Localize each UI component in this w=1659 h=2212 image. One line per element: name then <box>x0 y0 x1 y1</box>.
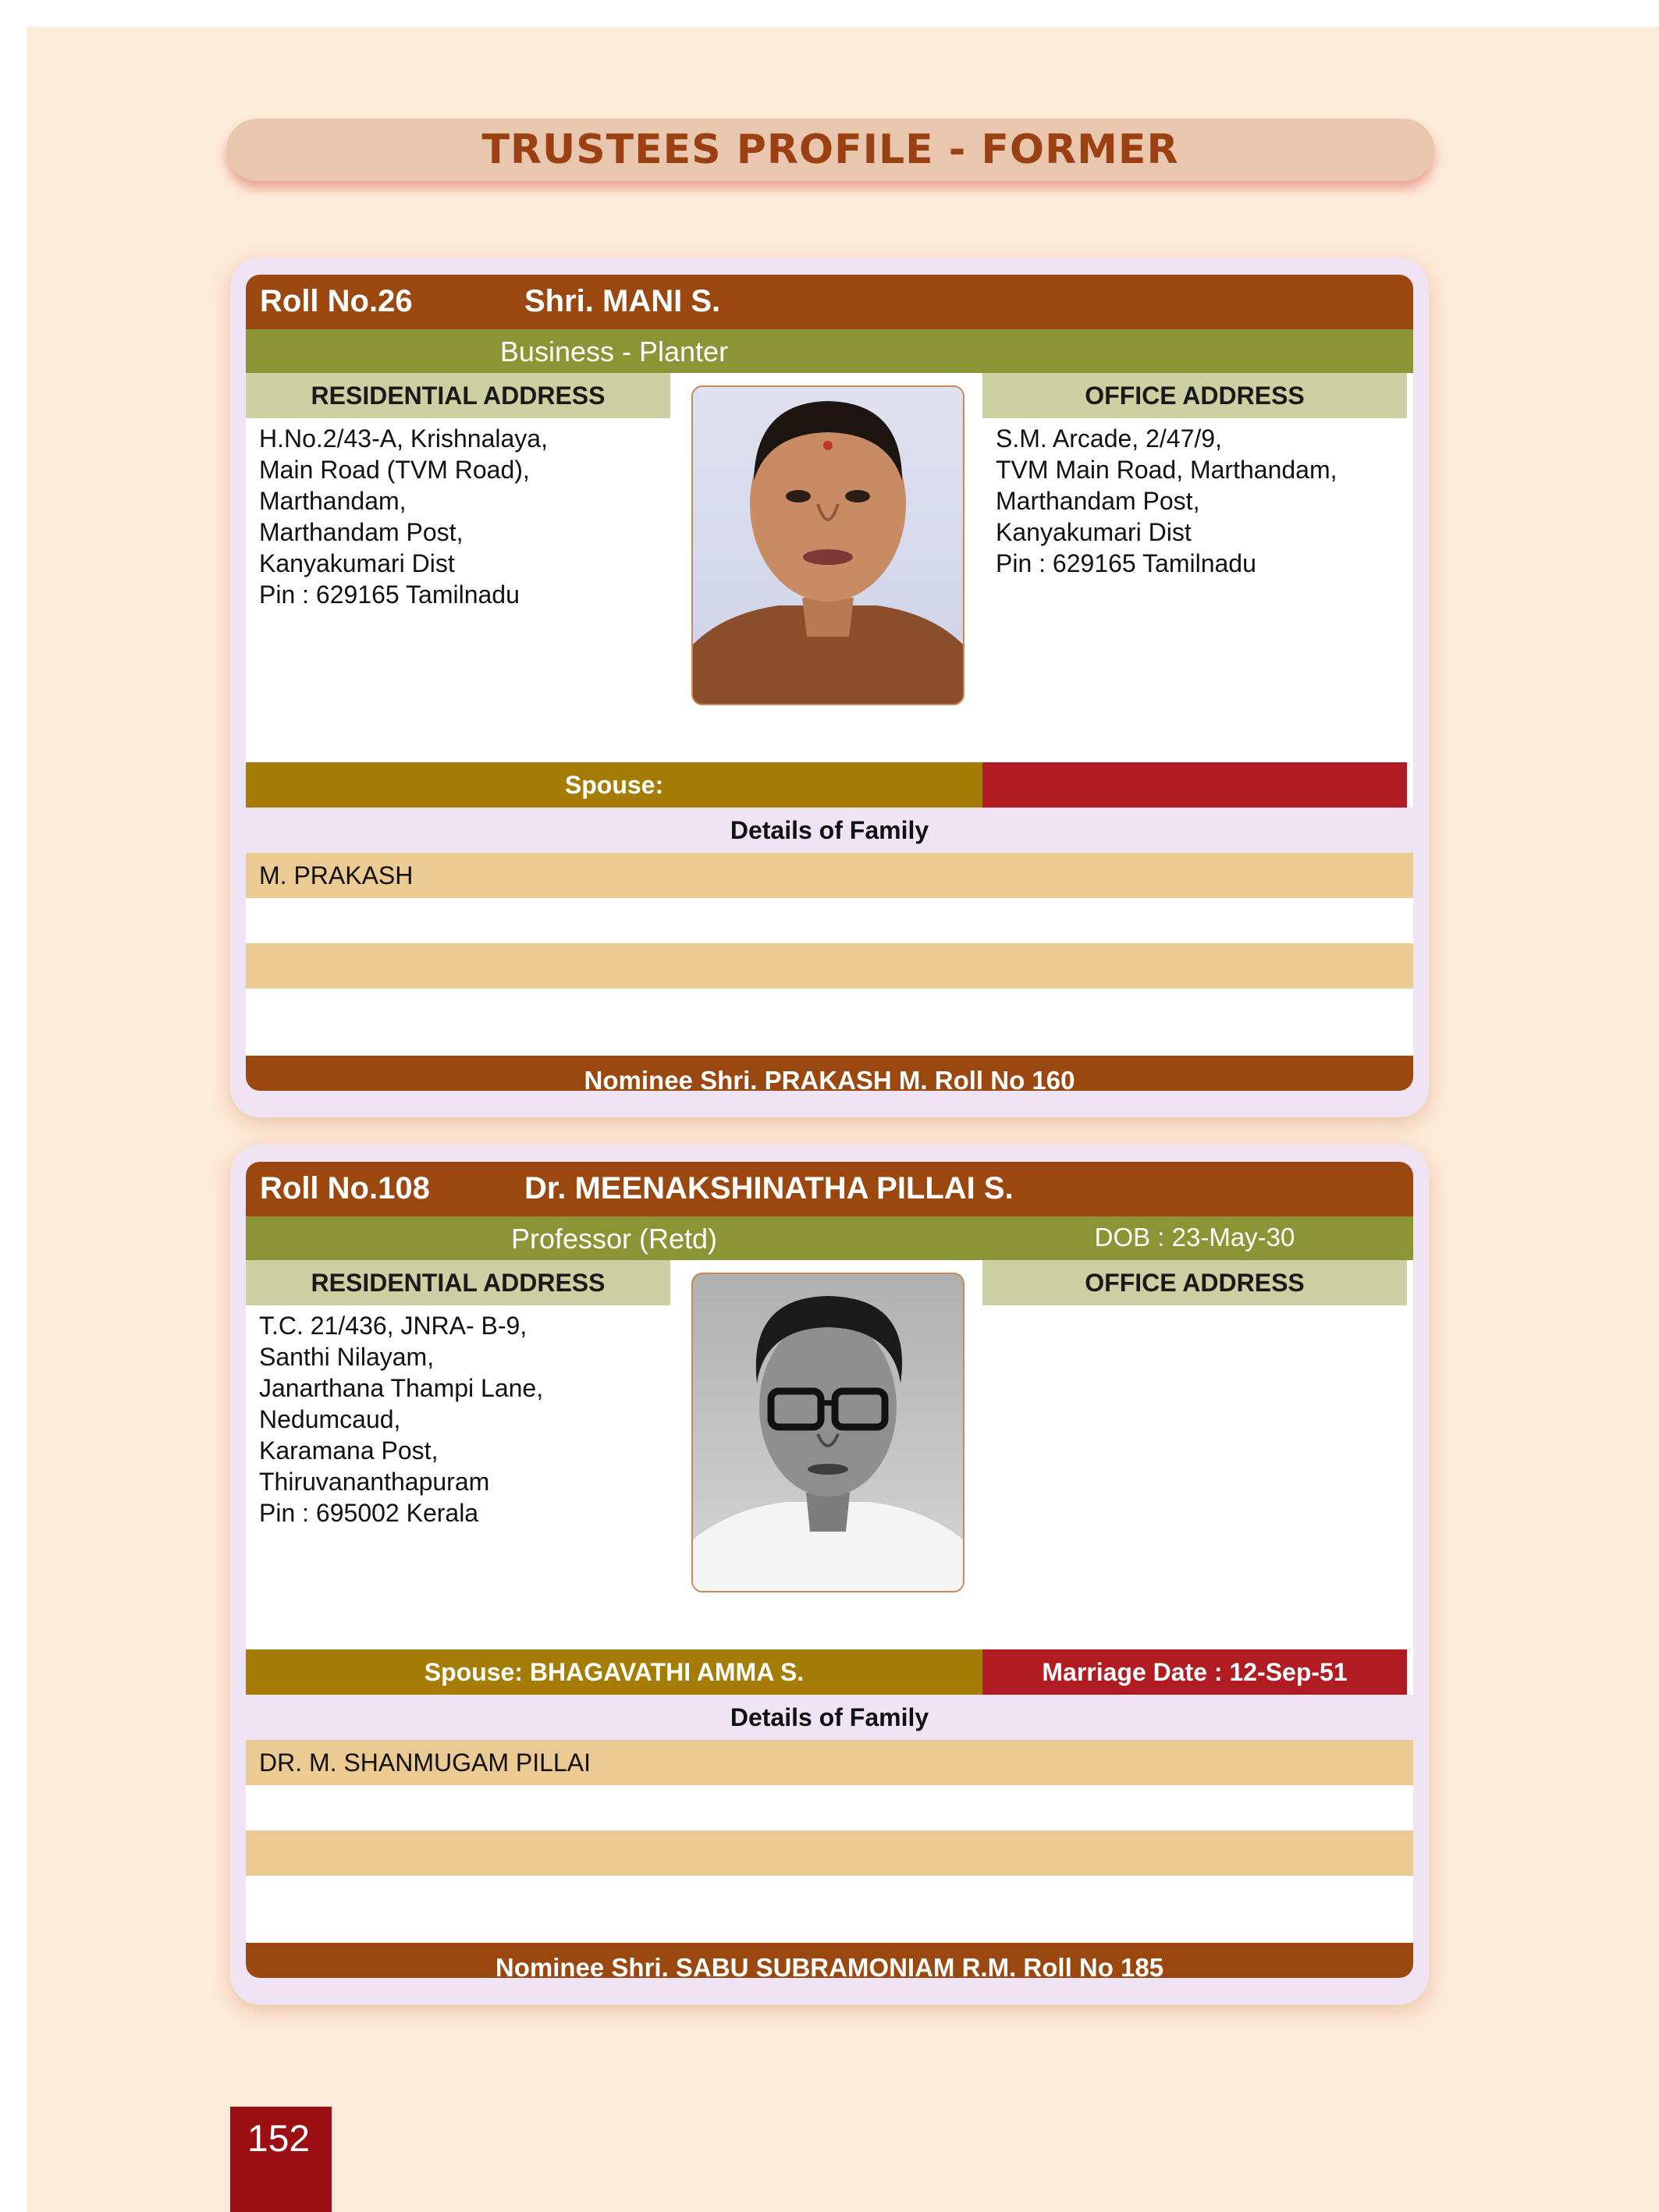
family-member <box>246 1884 259 1912</box>
office-address-heading: OFFICE ADDRESS <box>982 373 1407 418</box>
family-member-row <box>246 898 1413 943</box>
family-member <box>246 907 259 935</box>
spouse-row <box>246 1649 1413 1695</box>
roll-number: Roll No.108 <box>260 1171 430 1205</box>
family-member-row <box>246 989 1413 1034</box>
trustee-photo <box>691 385 964 705</box>
page-number: 152 <box>247 2118 311 2160</box>
trustee-card-body <box>246 1162 1413 1978</box>
family-member-row <box>246 1876 1413 1921</box>
nominee: Nominee Shri. PRAKASH M. Roll No 160 <box>246 1056 1413 1091</box>
trustee-name: Dr. MEENAKSHINATHA PILLAI S. <box>524 1171 1014 1205</box>
marriage-date <box>982 762 1407 808</box>
roll-number: Roll No.26 <box>260 284 413 318</box>
office-address-heading: OFFICE ADDRESS <box>982 1260 1407 1305</box>
nominee: Nominee Shri. SABU SUBRAMONIAM R.M. Roll No 185 <box>246 1943 1413 1978</box>
marriage-date: Marriage Date : 12-Sep-51 <box>982 1649 1407 1695</box>
trustee-name: Shri. MANI S. <box>524 284 721 318</box>
page-number-box <box>230 2107 332 2212</box>
family-heading: Details of Family <box>246 1695 1413 1740</box>
page-title: TRUSTEES PROFILE - FORMER <box>481 126 1179 173</box>
family-member-row <box>246 943 1413 989</box>
occupation: Business - Planter <box>499 336 729 367</box>
family-member <box>246 1839 259 1867</box>
family-member-row <box>246 853 1413 898</box>
family-member-row <box>246 1785 1413 1830</box>
family-member <box>246 952 259 980</box>
residential-address: T.C. 21/436, JNRA- B-9, Santhi Nilayam, Janarthana Thampi Lane, Nedumcaud, Karamana Post, Thiruvananthapuram Pin : 695002 Kerala <box>259 1312 544 1527</box>
residential-address-heading: RESIDENTIAL ADDRESS <box>246 373 670 418</box>
occupation-row <box>246 1216 1413 1260</box>
trustee-photo <box>691 1273 964 1592</box>
family-member <box>246 997 259 1025</box>
trustee-name-row <box>246 1162 1413 1216</box>
spouse-row <box>246 762 1413 808</box>
family-member-row <box>246 1830 1413 1876</box>
occupation-row <box>246 329 1413 373</box>
occupation: Professor (Retd) <box>510 1223 718 1255</box>
spouse-name: Spouse: <box>246 762 982 808</box>
family-heading: Details of Family <box>246 808 1413 853</box>
trustee-card <box>230 1145 1429 2004</box>
date-of-birth: DOB : 23-May-30 <box>1094 1223 1295 1252</box>
page-title-bar <box>226 119 1434 181</box>
family-member-row <box>246 1740 1413 1785</box>
trustee-name-row <box>246 275 1413 329</box>
family-member: DR. M. SHANMUGAM PILLAI <box>259 1749 591 1777</box>
trustee-card <box>230 257 1429 1117</box>
residential-address-heading: RESIDENTIAL ADDRESS <box>246 1260 670 1305</box>
family-member: M. PRAKASH <box>259 861 414 889</box>
residential-address: H.No.2/43-A, Krishnalaya, Main Road (TVM Road), Marthandam, Marthandam Post, Kanyakumari Dist Pin : 629165 Tamilnadu <box>259 424 548 609</box>
spouse-name: Spouse: BHAGAVATHI AMMA S. <box>246 1649 982 1695</box>
family-member <box>246 1794 259 1822</box>
office-address: S.M. Arcade, 2/47/9, TVM Main Road, Marthandam, Marthandam Post, Kanyakumari Dist Pin : 629165 Tamilnadu <box>996 424 1338 577</box>
trustee-card-body <box>246 275 1413 1091</box>
